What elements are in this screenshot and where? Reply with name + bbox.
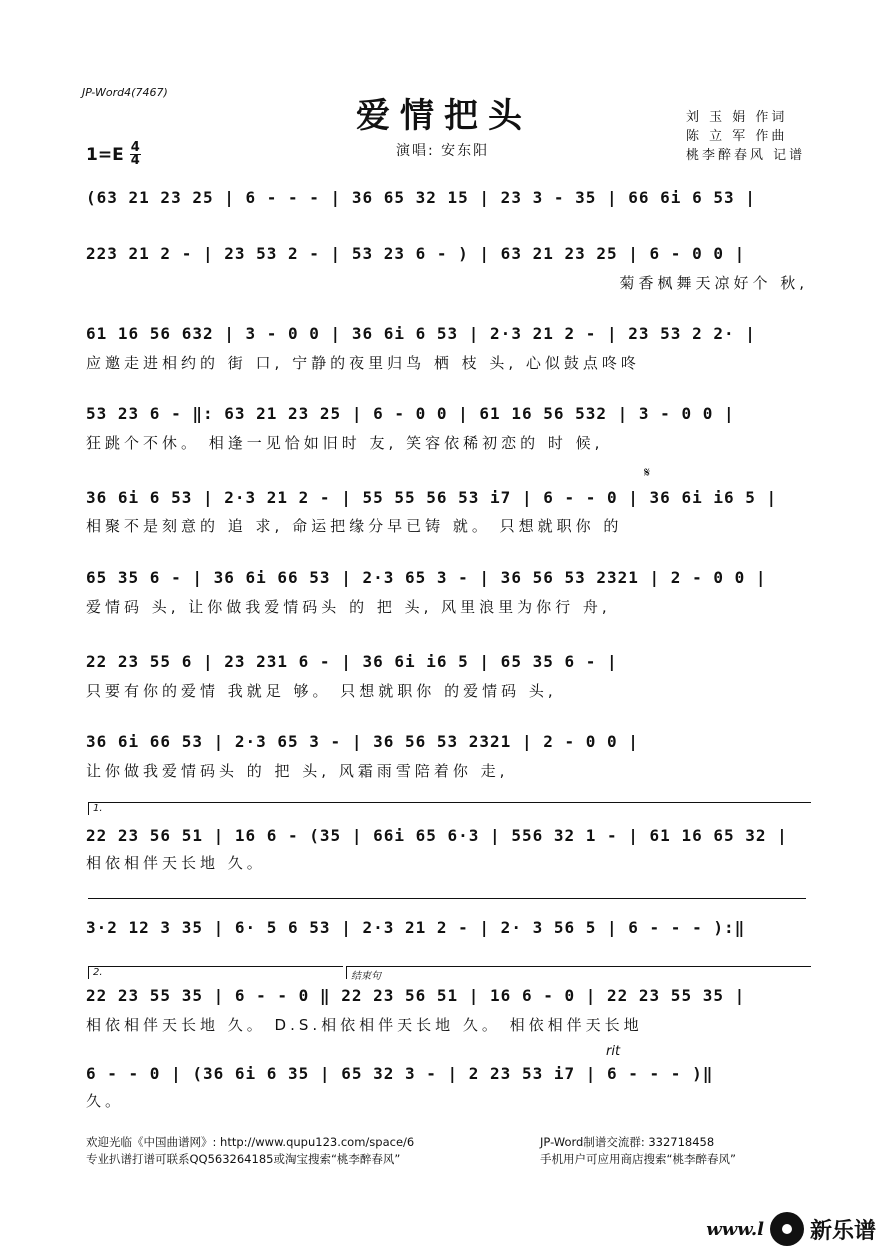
time-bottom: 4	[130, 153, 140, 168]
system-3-notes: 61 16 56 632 | 3 - 0 0 | 36 6i 6 53 | 2·3 21 2 - | 23 53 2 2· |	[86, 324, 756, 343]
system-3-lyrics: 应邀走进相约的 街 口, 宁静的夜里归鸟 栖 枝 头, 心似鼓点咚咚	[86, 354, 640, 372]
music-disc-icon	[770, 1212, 804, 1246]
key-label: 1=E	[86, 144, 124, 165]
footer-app-hint: 手机用户可应用商店搜索“桃李醉春风”	[540, 1152, 736, 1166]
footer-left	[86, 1134, 414, 1168]
credits	[686, 108, 805, 165]
segno-mark: 𝄋	[644, 465, 651, 481]
system-11-lyrics: 相依相伴天长地 久。 D.S.相依相伴天长地 久。 相依相伴天长地	[86, 1016, 643, 1034]
volta-1: 1.	[88, 802, 811, 815]
system-4-lyrics: 狂跳个不休。 相逢一见恰如旧时 友, 笑容依稀初恋的 时 候,	[86, 434, 604, 452]
ending-bracket: 结束句	[346, 966, 811, 979]
system-7-notes: 22 23 55 6 | 23 231 6 - | 36 6i i6 5 | 65 35 6 - |	[86, 652, 618, 671]
system-10-rule	[88, 898, 806, 899]
system-9-lyrics: 相依相伴天长地 久。	[86, 854, 266, 872]
system-2-lyrics: 菊香枫舞天凉好个 秋,	[619, 274, 808, 292]
system-6-lyrics: 爱情码 头, 让你做我爱情码头 的 把 头, 风里浪里为你行 舟,	[86, 598, 611, 616]
system-8-lyrics: 让你做我爱情码头 的 把 头, 风霜雨雪陪着你 走,	[86, 762, 509, 780]
system-5-lyrics: 相聚不是刻意的 追 求, 命运把缘分早已铸 就。 只想就职你 的	[86, 517, 623, 535]
system-9-notes: 22 23 56 51 | 16 6 - (35 | 66i 65 6·3 | 556 32 1 - | 61 16 65 32 |	[86, 826, 788, 845]
time-signature	[130, 142, 141, 167]
footer-right	[540, 1134, 736, 1168]
key-signature	[86, 142, 141, 167]
system-2-notes: 223 21 2 - | 23 53 2 - | 53 23 6 - ) | 63 21 23 25 | 6 - 0 0 |	[86, 244, 746, 263]
site-logo[interactable]	[706, 1212, 876, 1246]
system-12-lyrics: 久。	[86, 1092, 125, 1110]
system-1-notes: (63 21 23 25 | 6 - - - | 36 65 32 15 | 23 3 - 35 | 66 6i 6 53 |	[86, 188, 756, 207]
footer-group: JP-Word制谱交流群: 332718458	[540, 1135, 715, 1149]
system-6-notes: 65 35 6 - | 36 6i 66 53 | 2·3 65 3 - | 36 56 53 2321 | 2 - 0 0 |	[86, 568, 767, 587]
system-5-notes: 36 6i 6 53 | 2·3 21 2 - | 55 55 56 53 i7 | 6 - - 0 | 36 6i i6 5 |	[86, 488, 778, 507]
version-label: JP-Word4(7467)	[82, 86, 168, 99]
system-11-notes: 22 23 55 35 | 6 - - 0 ‖ 22 23 56 51 | 16 6 - 0 | 22 23 55 35 |	[86, 986, 746, 1005]
singer: 演唱: 安东阳	[396, 143, 490, 159]
system-7-lyrics: 只要有你的爱情 我就足 够。 只想就职你 的爱情码 头,	[86, 682, 557, 700]
volta-2: 2.	[88, 966, 343, 979]
system-12-notes: 6 - - 0 | (36 6i 6 35 | 65 32 3 - | 2 23 53 i7 | 6 - - - )‖	[86, 1064, 714, 1083]
footer-contact: 专业扒谱打谱可联系QQ563264185或淘宝搜索“桃李醉春风”	[86, 1152, 401, 1166]
system-8-notes: 36 6i 66 53 | 2·3 65 3 - | 36 56 53 2321 | 2 - 0 0 |	[86, 732, 639, 751]
system-10-notes: 3·2 12 3 35 | 6· 5 6 53 | 2·3 21 2 - | 2· 3 56 5 | 6 - - - ):‖	[86, 918, 746, 937]
composer: 陈 立 军 作曲	[686, 129, 788, 144]
logo-brand: 新乐谱	[809, 1218, 876, 1244]
rit-mark: rit	[606, 1044, 621, 1059]
transcriber: 桃李醉春风 记谱	[686, 148, 806, 163]
song-title: 爱情把头	[356, 96, 532, 136]
system-4-notes: 53 23 6 - ‖: 63 21 23 25 | 6 - 0 0 | 61 16 56 532 | 3 - 0 0 |	[86, 404, 735, 423]
lyricist: 刘 玉 娟 作词	[686, 110, 788, 125]
footer-site-link[interactable]: 欢迎光临《中国曲谱网》: http://www.qupu123.com/space/6	[86, 1135, 415, 1149]
logo-www: www.l	[706, 1218, 764, 1240]
time-top: 4	[130, 140, 140, 155]
